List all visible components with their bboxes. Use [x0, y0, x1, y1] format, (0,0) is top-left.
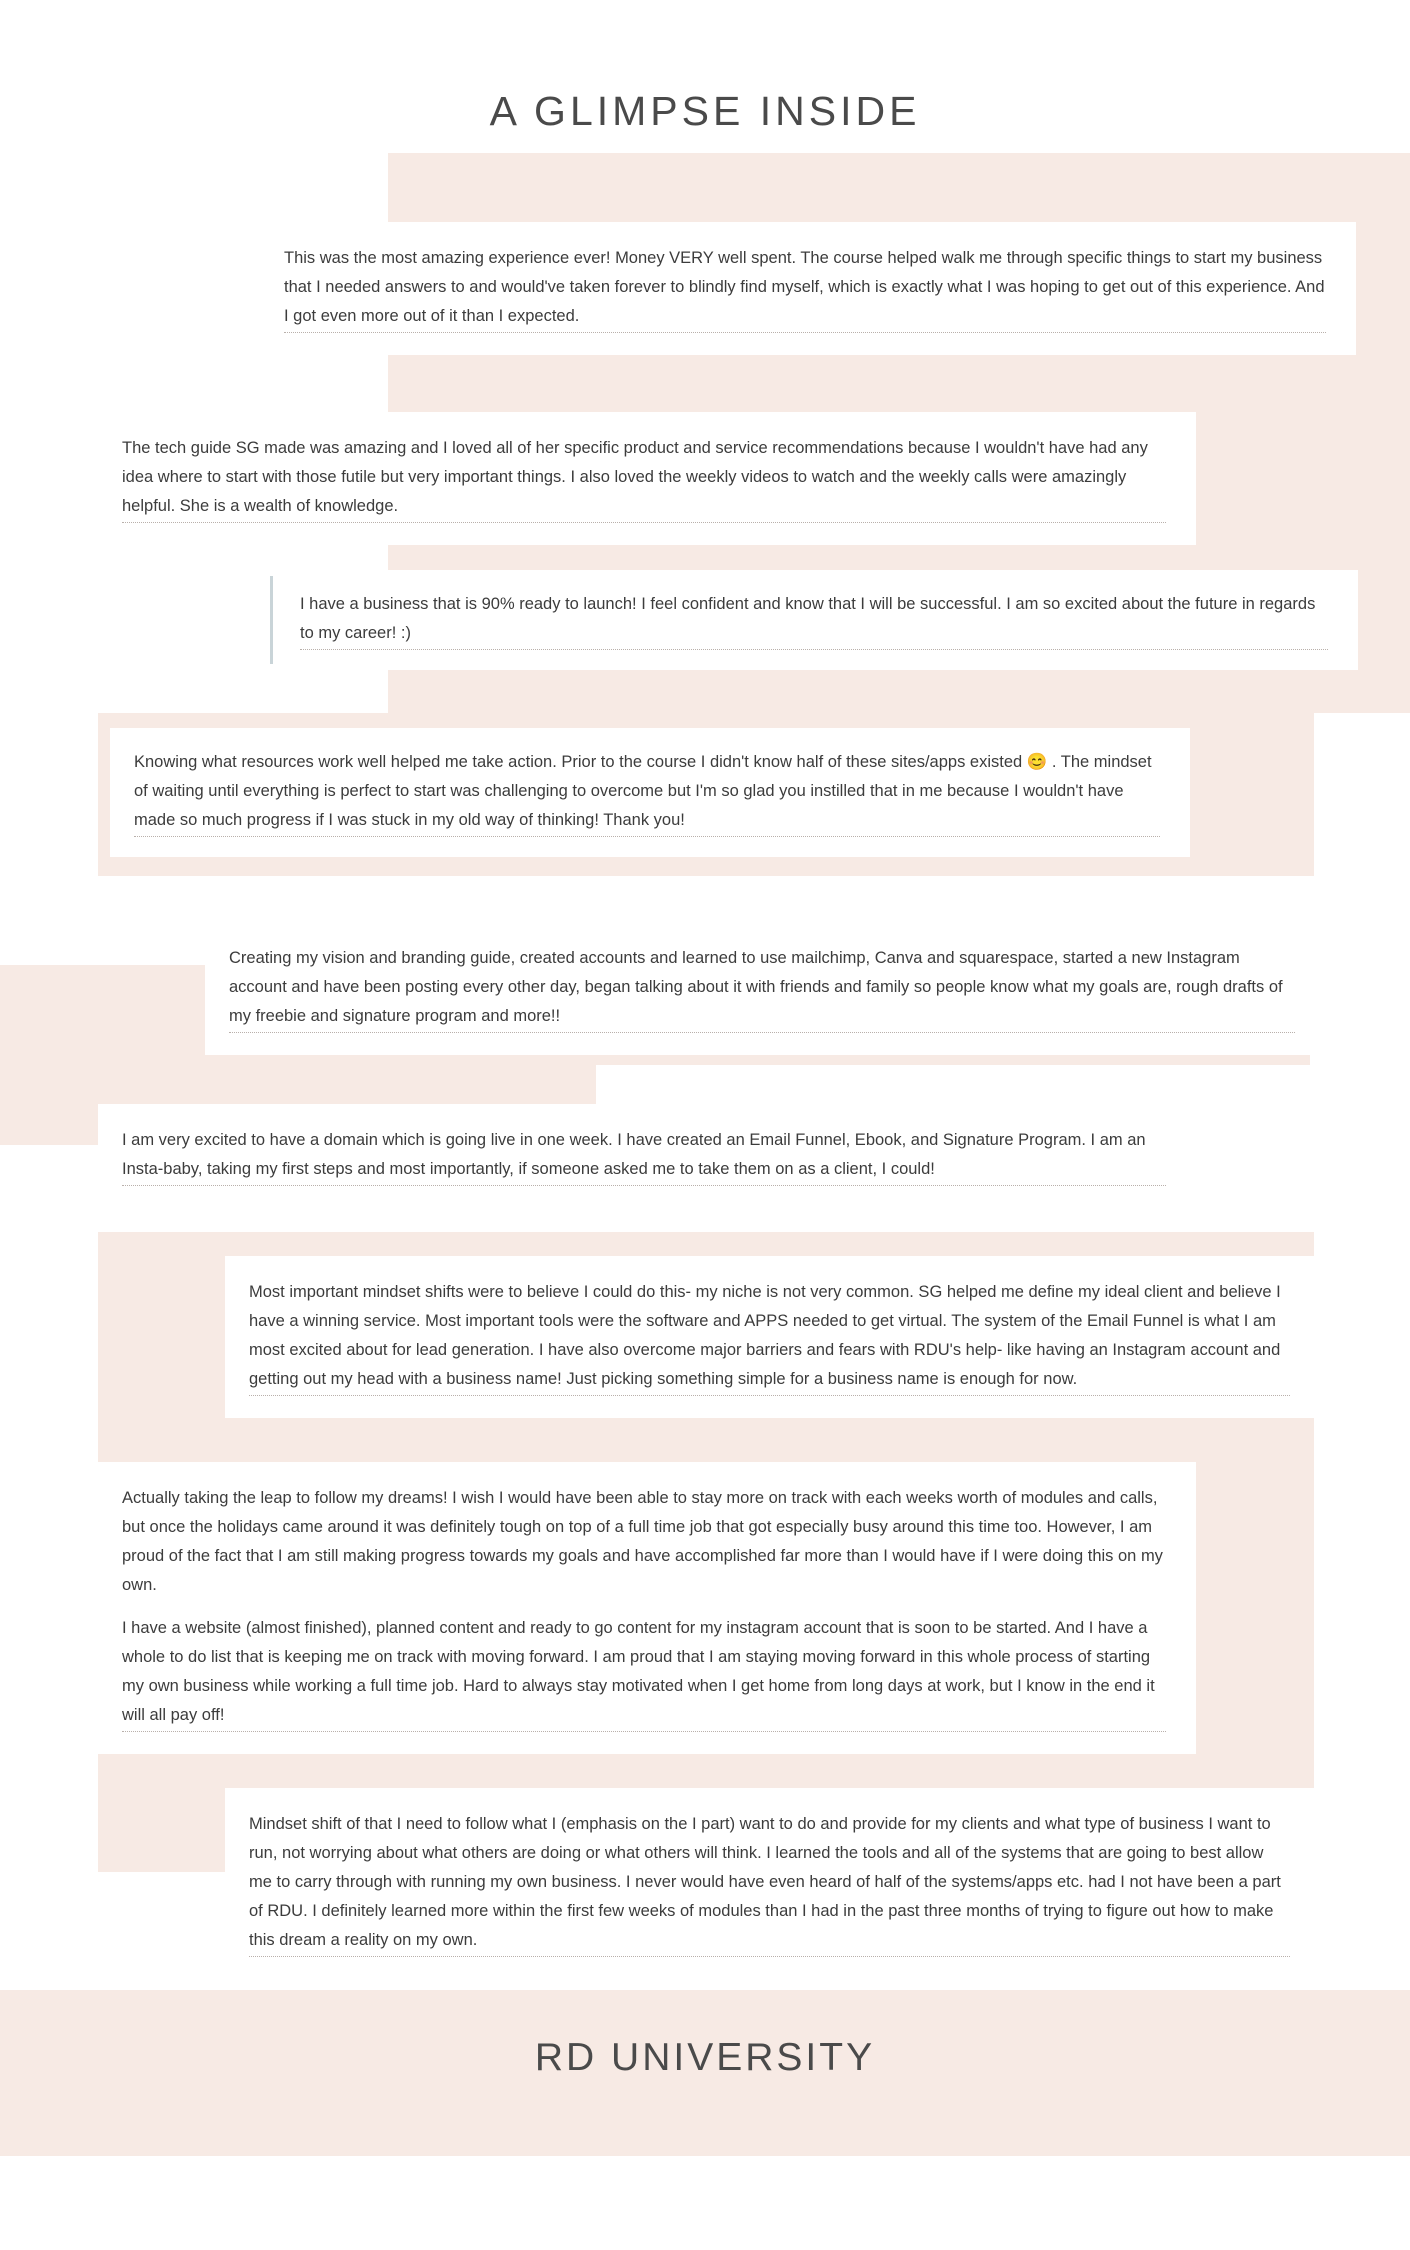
page-title: A GLIMPSE INSIDE: [489, 88, 921, 134]
testimonial-card: [98, 412, 1196, 545]
testimonial-card: [98, 1462, 1196, 1754]
testimonial-card: [225, 1788, 1320, 1979]
testimonial-card: [205, 922, 1325, 1055]
testimonial-text: Actually taking the leap to follow my dreams! I wish I would have been able to stay more on track with each weeks worth of modules and calls, but once the holidays came around it was definitely tough on top of a full time job that got especially busy around this time too. However, I am proud of the fact that I am still making progress towards my goals and have accomplished far more than I would have if I were doing this on my own.: [122, 1489, 1163, 1594]
testimonial-text: Knowing what resources work well helped me take action. Prior to the course I didn't know half of these sites/apps existed 😊 . The mindset of waiting until everything is perfect to start was challenging to overcome but I'm so glad you instilled that in me because I wouldn't have made so much progress if I was stuck in my old way of thinking! Thank you!: [134, 748, 1160, 837]
testimonial-card: [225, 1256, 1320, 1418]
testimonial-card: [110, 728, 1190, 857]
testimonial-text: Mindset shift of that I need to follow what I (emphasis on the I part) want to do and provide for my clients and what type of business I want to run, not worrying about what others are doing or what others will think. I learned the tools and all of the systems that are going to best allow me to carry through with running my own business. I never would have even heard of half of the systems/apps etc. had I not have been a part of RDU. I definitely learned more within the first few weeks of modules than I had in the past three months of trying to figure out how to make this dream a reality on my own.: [249, 1810, 1290, 1957]
testimonial-card: [270, 570, 1358, 670]
testimonial-text: The tech guide SG made was amazing and I loved all of her specific product and service recommendations because I wouldn't have had any idea where to start with those futile but very important things. I also loved the weekly videos to watch and the weekly calls were amazingly helpful. She is a wealth of knowledge.: [122, 434, 1166, 523]
testimonial-text: I have a website (almost finished), planned content and ready to go content for my instagram account that is soon to be started. And I have a whole to do list that is keeping me on track with moving forward. I am proud that I am staying moving forward in this whole process of starting my own business while working a full time job. Hard to always stay motivated when I get home from long days at work, but I know in the end it will all pay off!: [122, 1614, 1166, 1732]
testimonial-card: [260, 222, 1356, 355]
testimonial-text: Creating my vision and branding guide, created accounts and learned to use mailchimp, Canva and squarespace, started a new Instagram account and have been posting every other day, began talking about it with friends and family so people know what my goals are, rough drafts of my freebie and signature program and more!!: [229, 944, 1295, 1033]
testimonial-card: [98, 1104, 1196, 1208]
testimonial-text: I am very excited to have a domain which is going live in one week. I have created an Email Funnel, Ebook, and Signature Program. I am an Insta-baby, taking my first steps and most importantly, if someone asked me to take them on as a client, I could!: [122, 1126, 1166, 1186]
testimonial-text: I have a business that is 90% ready to launch! I feel confident and know that I will be successful. I am so excited about the future in regards to my career! :): [300, 590, 1328, 650]
footer-title: RD UNIVERSITY: [534, 2036, 876, 2079]
quote-accent-bar: [270, 576, 273, 664]
testimonial-text: This was the most amazing experience ever! Money VERY well spent. The course helped walk me through specific things to start my business that I needed answers to and would've taken forever to blindly find myself, which is exactly what I was hoping to get out of this experience. And I got even more out of it than I expected.: [284, 244, 1326, 333]
testimonial-text: Most important mindset shifts were to believe I could do this- my niche is not very common. SG helped me define my ideal client and believe I have a winning service. Most important tools were the software and APPS needed to get virtual. The system of the Email Funnel is what I am most excited about for lead generation. I have also overcome major barriers and fears with RDU's help- like having an Instagram account and getting out my head with a business name! Just picking something simple for a business name is enough for now.: [249, 1278, 1290, 1396]
